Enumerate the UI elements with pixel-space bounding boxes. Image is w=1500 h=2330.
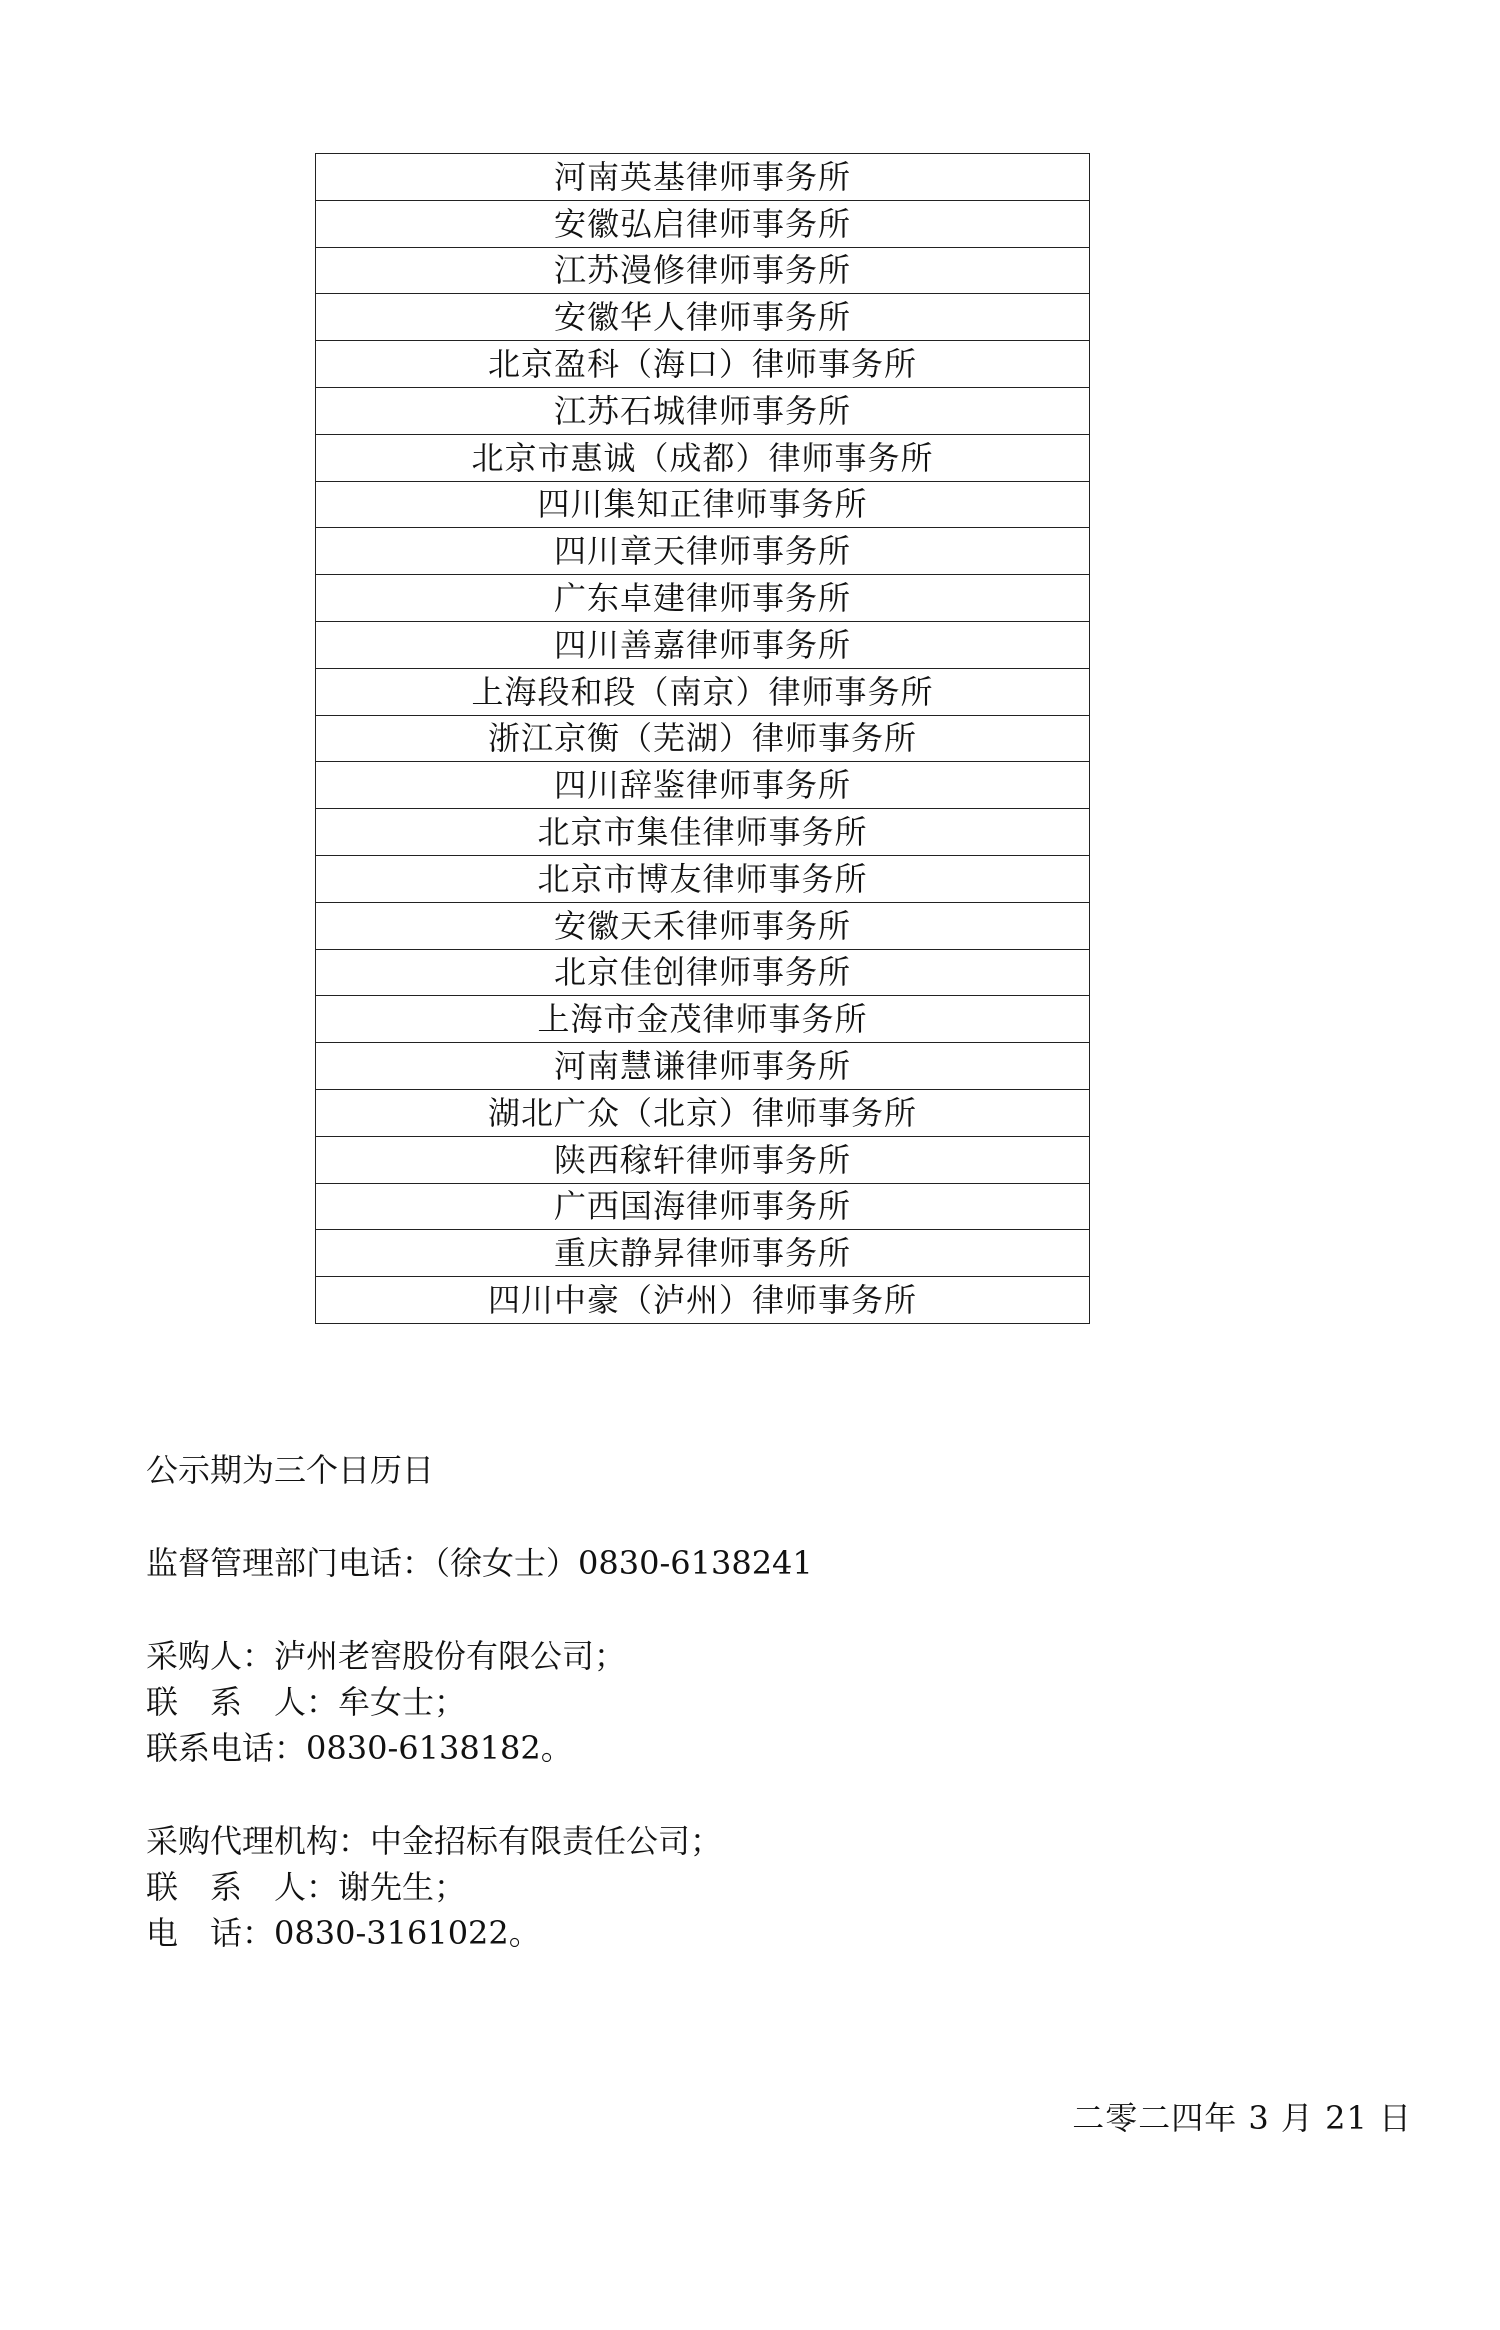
table-row bbox=[316, 1183, 1090, 1230]
law-firm-name: 四川辞鉴律师事务所 bbox=[316, 762, 1090, 809]
supervisor-contact bbox=[146, 1540, 813, 1586]
table-row bbox=[316, 715, 1090, 762]
law-firm-name: 北京佳创律师事务所 bbox=[316, 949, 1090, 996]
table-row bbox=[316, 996, 1090, 1043]
document-date: 二零二四年 3 月 21 日 bbox=[1072, 2099, 1412, 2137]
law-firm-name: 安徽天禾律师事务所 bbox=[316, 902, 1090, 949]
table-row bbox=[316, 809, 1090, 856]
supervisor-phone-text: 监督管理部门电话：（徐女士）0830-6138241 bbox=[146, 1544, 813, 1582]
law-firm-name: 陕西稼轩律师事务所 bbox=[316, 1136, 1090, 1183]
law-firm-name: 四川章天律师事务所 bbox=[316, 528, 1090, 575]
law-firm-name: 江苏漫修律师事务所 bbox=[316, 247, 1090, 294]
table-row bbox=[316, 855, 1090, 902]
law-firm-name: 北京市集佳律师事务所 bbox=[316, 809, 1090, 856]
law-firm-name: 安徽华人律师事务所 bbox=[316, 294, 1090, 341]
table-row bbox=[316, 1089, 1090, 1136]
table-row bbox=[316, 294, 1090, 341]
agency-name: 采购代理机构：中金招标有限责任公司； bbox=[146, 1822, 723, 1860]
table-row bbox=[316, 1230, 1090, 1277]
law-firm-name: 广东卓建律师事务所 bbox=[316, 575, 1090, 622]
law-firm-name: 河南英基律师事务所 bbox=[316, 154, 1090, 201]
table-row bbox=[316, 387, 1090, 434]
table-row bbox=[316, 1043, 1090, 1090]
table-row bbox=[316, 621, 1090, 668]
table-row bbox=[316, 1136, 1090, 1183]
law-firm-name: 北京市博友律师事务所 bbox=[316, 855, 1090, 902]
law-firm-name: 浙江京衡（芜湖）律师事务所 bbox=[316, 715, 1090, 762]
table-row bbox=[316, 902, 1090, 949]
agency-phone: 电 话：0830-3161022。 bbox=[146, 1914, 541, 1952]
table-row bbox=[316, 247, 1090, 294]
law-firm-name: 北京市惠诚（成都）律师事务所 bbox=[316, 434, 1090, 481]
law-firm-name: 四川集知正律师事务所 bbox=[316, 481, 1090, 528]
table-row bbox=[316, 949, 1090, 996]
agency-block bbox=[146, 1818, 722, 1956]
law-firm-table bbox=[315, 153, 1090, 1324]
table-row bbox=[316, 528, 1090, 575]
table-row bbox=[316, 1277, 1090, 1324]
law-firm-name: 上海市金茂律师事务所 bbox=[316, 996, 1090, 1043]
law-firm-name: 湖北广众（北京）律师事务所 bbox=[316, 1089, 1090, 1136]
law-firm-name: 四川中豪（泸州）律师事务所 bbox=[316, 1277, 1090, 1324]
table-row bbox=[316, 575, 1090, 622]
law-firm-name: 重庆静昇律师事务所 bbox=[316, 1230, 1090, 1277]
purchaser-phone: 联系电话：0830-6138182。 bbox=[146, 1729, 573, 1767]
law-firm-name: 上海段和段（南京）律师事务所 bbox=[316, 668, 1090, 715]
law-firm-name: 江苏石城律师事务所 bbox=[316, 387, 1090, 434]
law-firm-name: 北京盈科（海口）律师事务所 bbox=[316, 341, 1090, 388]
table-row bbox=[316, 154, 1090, 201]
law-firm-name: 四川善嘉律师事务所 bbox=[316, 621, 1090, 668]
agency-contact: 联 系 人：谢先生； bbox=[146, 1868, 467, 1906]
purchaser-name: 采购人：泸州老窖股份有限公司； bbox=[146, 1637, 627, 1675]
law-firm-name: 广西国海律师事务所 bbox=[316, 1183, 1090, 1230]
purchaser-block bbox=[146, 1633, 626, 1771]
table-row bbox=[316, 434, 1090, 481]
table-row bbox=[316, 200, 1090, 247]
table-row bbox=[316, 668, 1090, 715]
law-firm-name: 安徽弘启律师事务所 bbox=[316, 200, 1090, 247]
law-firm-name: 河南慧谦律师事务所 bbox=[316, 1043, 1090, 1090]
notice-period bbox=[146, 1447, 434, 1493]
table-row bbox=[316, 762, 1090, 809]
table-row bbox=[316, 341, 1090, 388]
purchaser-contact: 联 系 人：牟女士； bbox=[146, 1683, 467, 1721]
notice-period-text: 公示期为三个日历日 bbox=[146, 1451, 435, 1489]
table-row bbox=[316, 481, 1090, 528]
